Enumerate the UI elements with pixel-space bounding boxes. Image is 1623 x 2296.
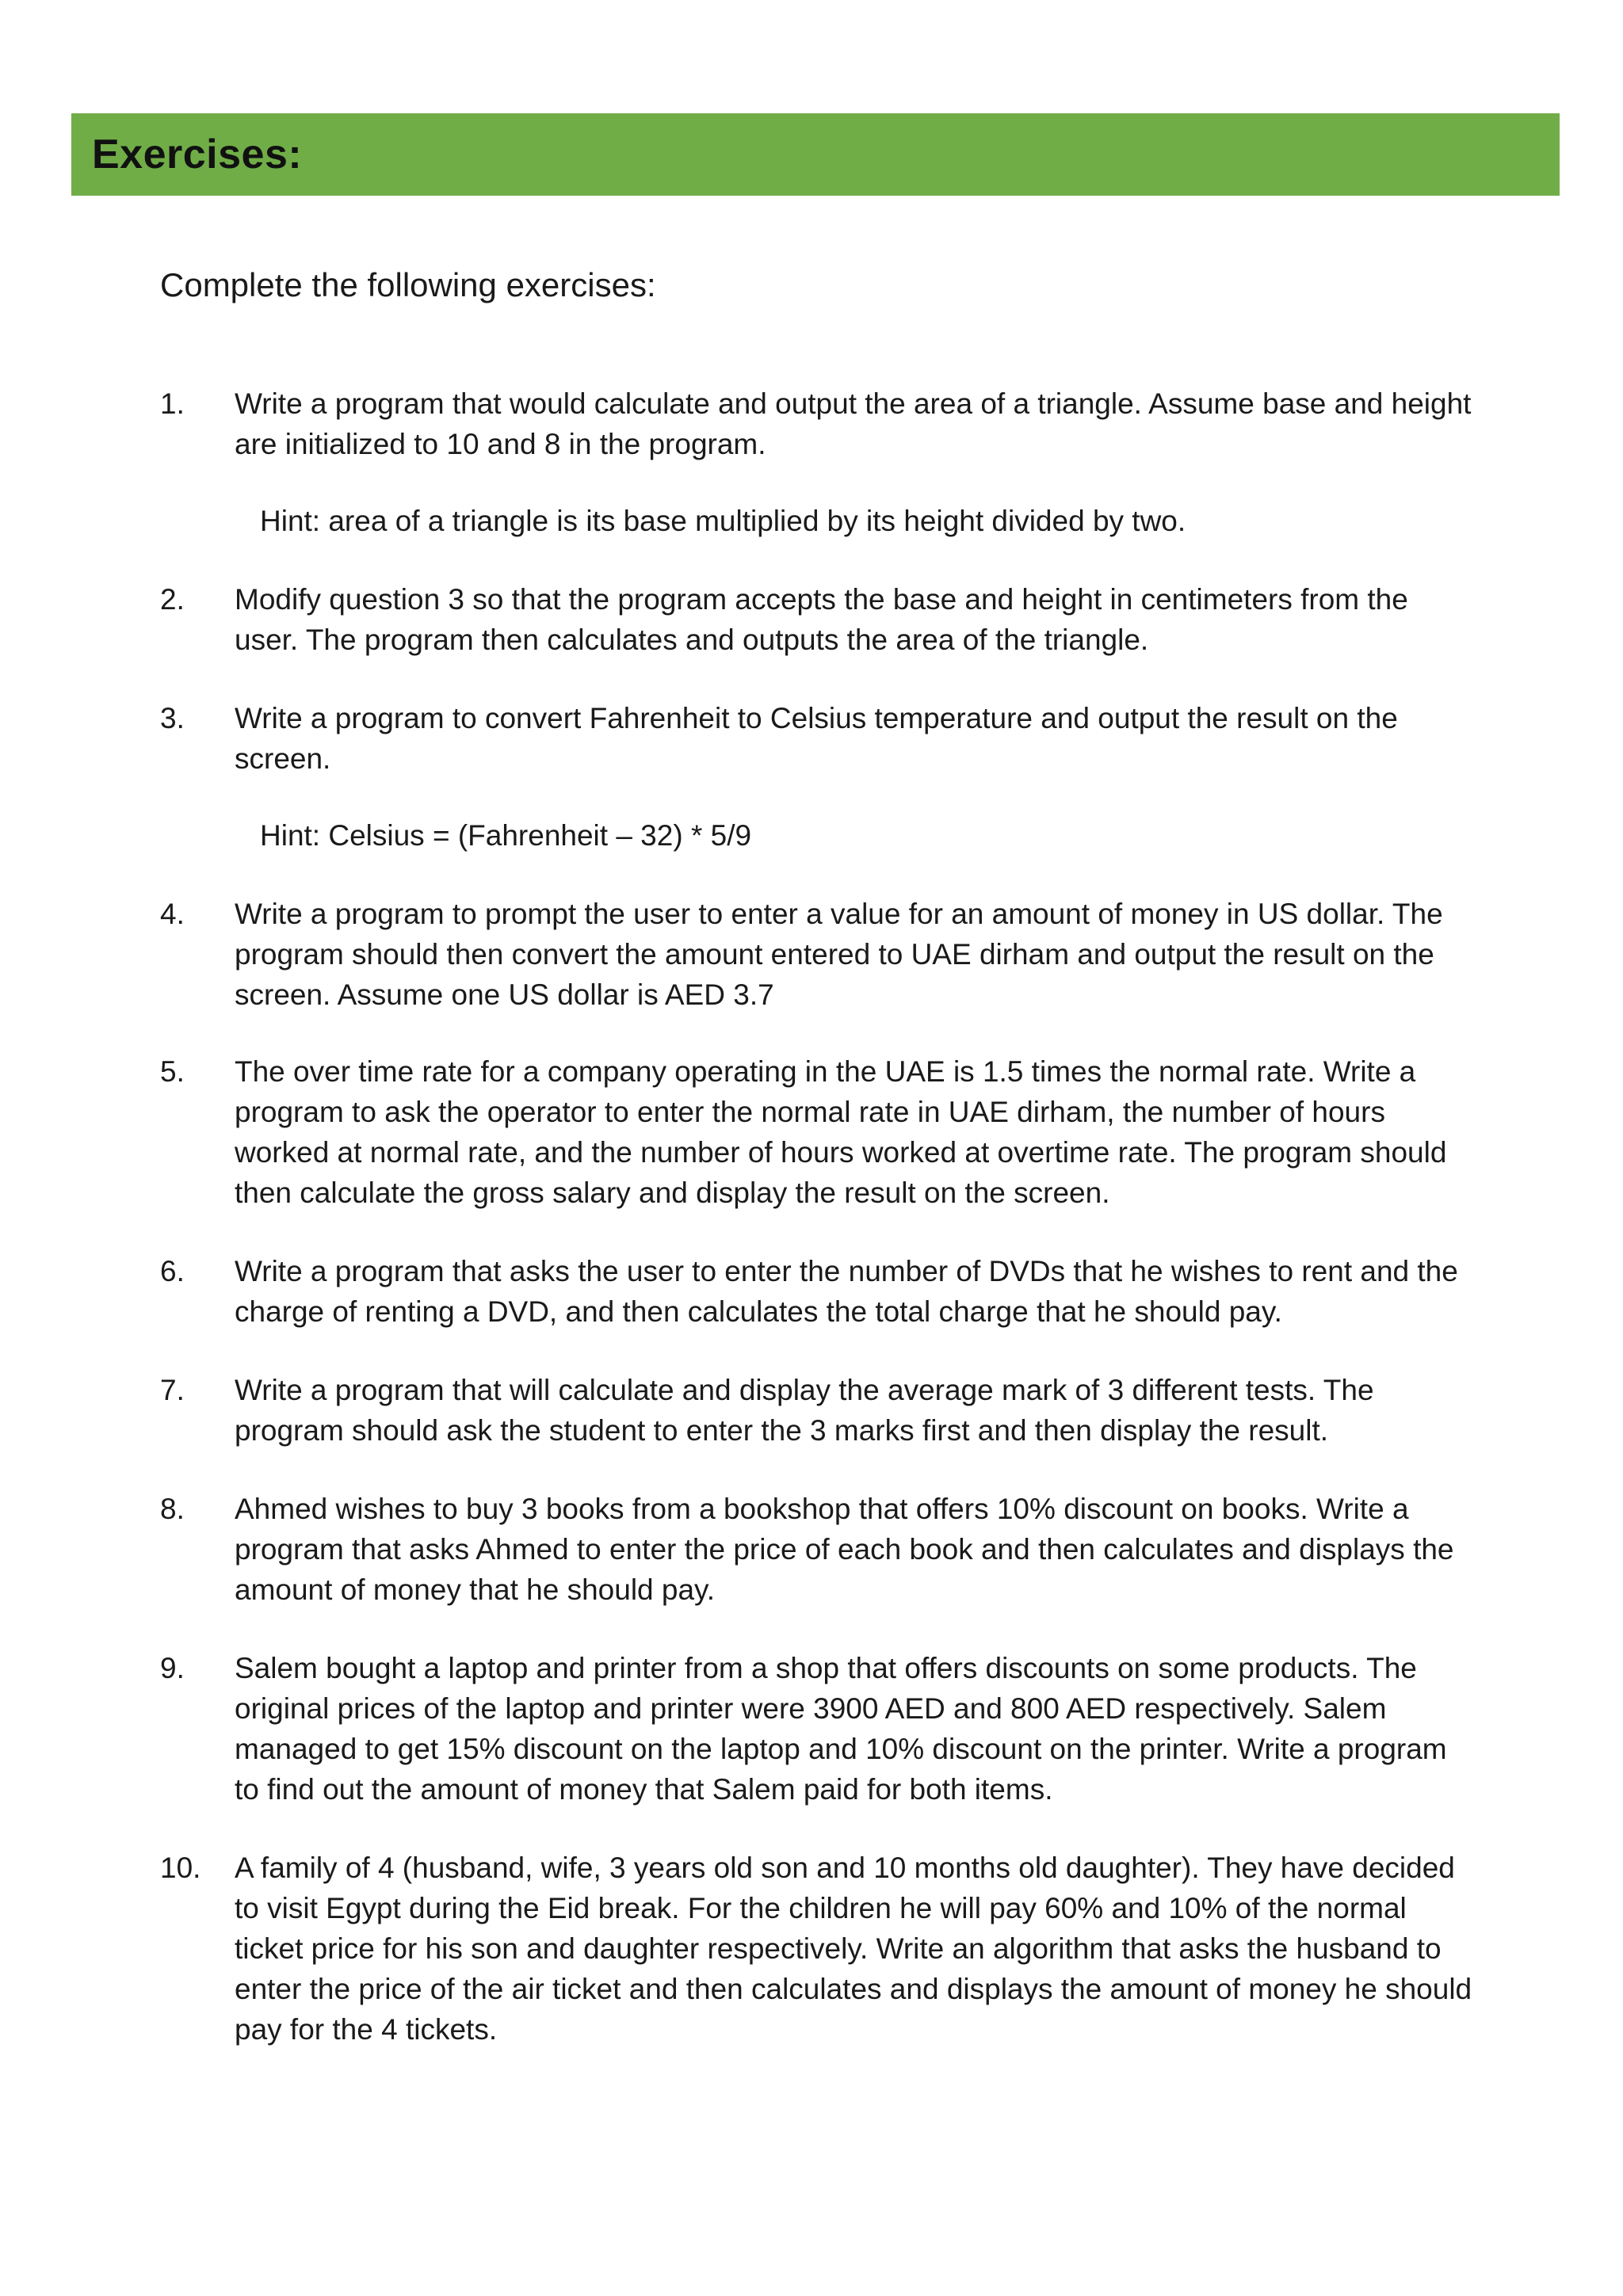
exercise-hint: Hint: area of a triangle is its base multiplied by its height divided by two. [260,505,1186,537]
exercise-number: 7. [160,1374,185,1406]
exercise-item-7 [160,1370,1476,1451]
exercise-item-2 [160,579,1476,660]
exercise-item-6 [160,1251,1476,1332]
exercise-text: Write a program to convert Fahrenheit to Celsius temperature and output the result on the screen. [235,702,1398,775]
exercise-item-4 [160,894,1476,1015]
exercise-item-9 [160,1648,1476,1810]
exercise-number: 2. [160,583,185,616]
section-title: Exercises: [92,132,303,177]
exercise-number: 1. [160,387,185,420]
exercise-text: Ahmed wishes to buy 3 books from a bookshop that offers 10% discount on books. Write a program that asks Ahmed to enter the price of each book and then calculates and displays the amount of money that he should pay. [235,1493,1454,1606]
exercise-text: Write a program that asks the user to enter the number of DVDs that he wishes to rent and the charge of renting a DVD, and then calculates the total charge that he should pay. [235,1255,1458,1328]
exercise-number: 9. [160,1652,185,1684]
exercise-hint: Hint: Celsius = (Fahrenheit – 32) * 5/9 [260,819,752,852]
exercise-number: 3. [160,702,185,734]
exercise-number: 4. [160,898,185,930]
exercise-item-1 [160,383,1476,541]
exercise-item-10 [160,1848,1476,2050]
exercise-item-5 [160,1051,1476,1213]
exercise-text: Salem bought a laptop and printer from a shop that offers discounts on some products. The original prices of the laptop and printer were 3900 AED and 800 AED respectively. Salem managed to get 15% discount on the laptop and 10% discount on the printer. Write a program to find out the amount of money that Salem paid for both items. [235,1652,1447,1806]
exercise-number: 5. [160,1055,185,1088]
exercise-text: A family of 4 (husband, wife, 3 years old son and 10 months old daughter). They have decided to visit Egypt during the Eid break. For the children he will pay 60% and 10% of the normal ticket price for his son and daughter respectively. Write an algorithm that asks the husband to enter the price of the air ticket and then calculates and displays the amount of money he should pay for the 4 tickets. [235,1852,1472,2046]
exercise-number: 8. [160,1493,185,1525]
exercise-number: 6. [160,1255,185,1287]
section-header-banner [71,113,1560,196]
exercise-item-8 [160,1489,1476,1610]
exercise-text: The over time rate for a company operating in the UAE is 1.5 times the normal rate. Write a program to ask the operator to enter the normal rate in UAE dirham, the number of hours worked at normal rate, and the number of hours worked at overtime rate. The program should then calculate the gross salary and display the result on the screen. [235,1055,1447,1209]
exercise-text: Write a program that would calculate and output the area of a triangle. Assume base and height are initialized to 10 and 8 in the program. [235,387,1472,460]
exercise-text: Modify question 3 so that the program accepts the base and height in centimeters from the user. The program then calculates and outputs the area of the triangle. [235,583,1408,656]
intro-text: Complete the following exercises: [160,266,656,303]
exercise-item-3 [160,698,1476,856]
exercise-number: 10. [160,1852,201,1884]
exercise-list [160,383,1476,2088]
exercise-text: Write a program that will calculate and display the average mark of 3 different tests. The program should ask the student to enter the 3 marks first and then display the result. [235,1374,1374,1447]
exercise-text: Write a program to prompt the user to enter a value for an amount of money in US dollar. The program should then convert the amount entered to UAE dirham and output the result on the screen. Assume one US dollar is AED 3.7 [235,898,1443,1011]
